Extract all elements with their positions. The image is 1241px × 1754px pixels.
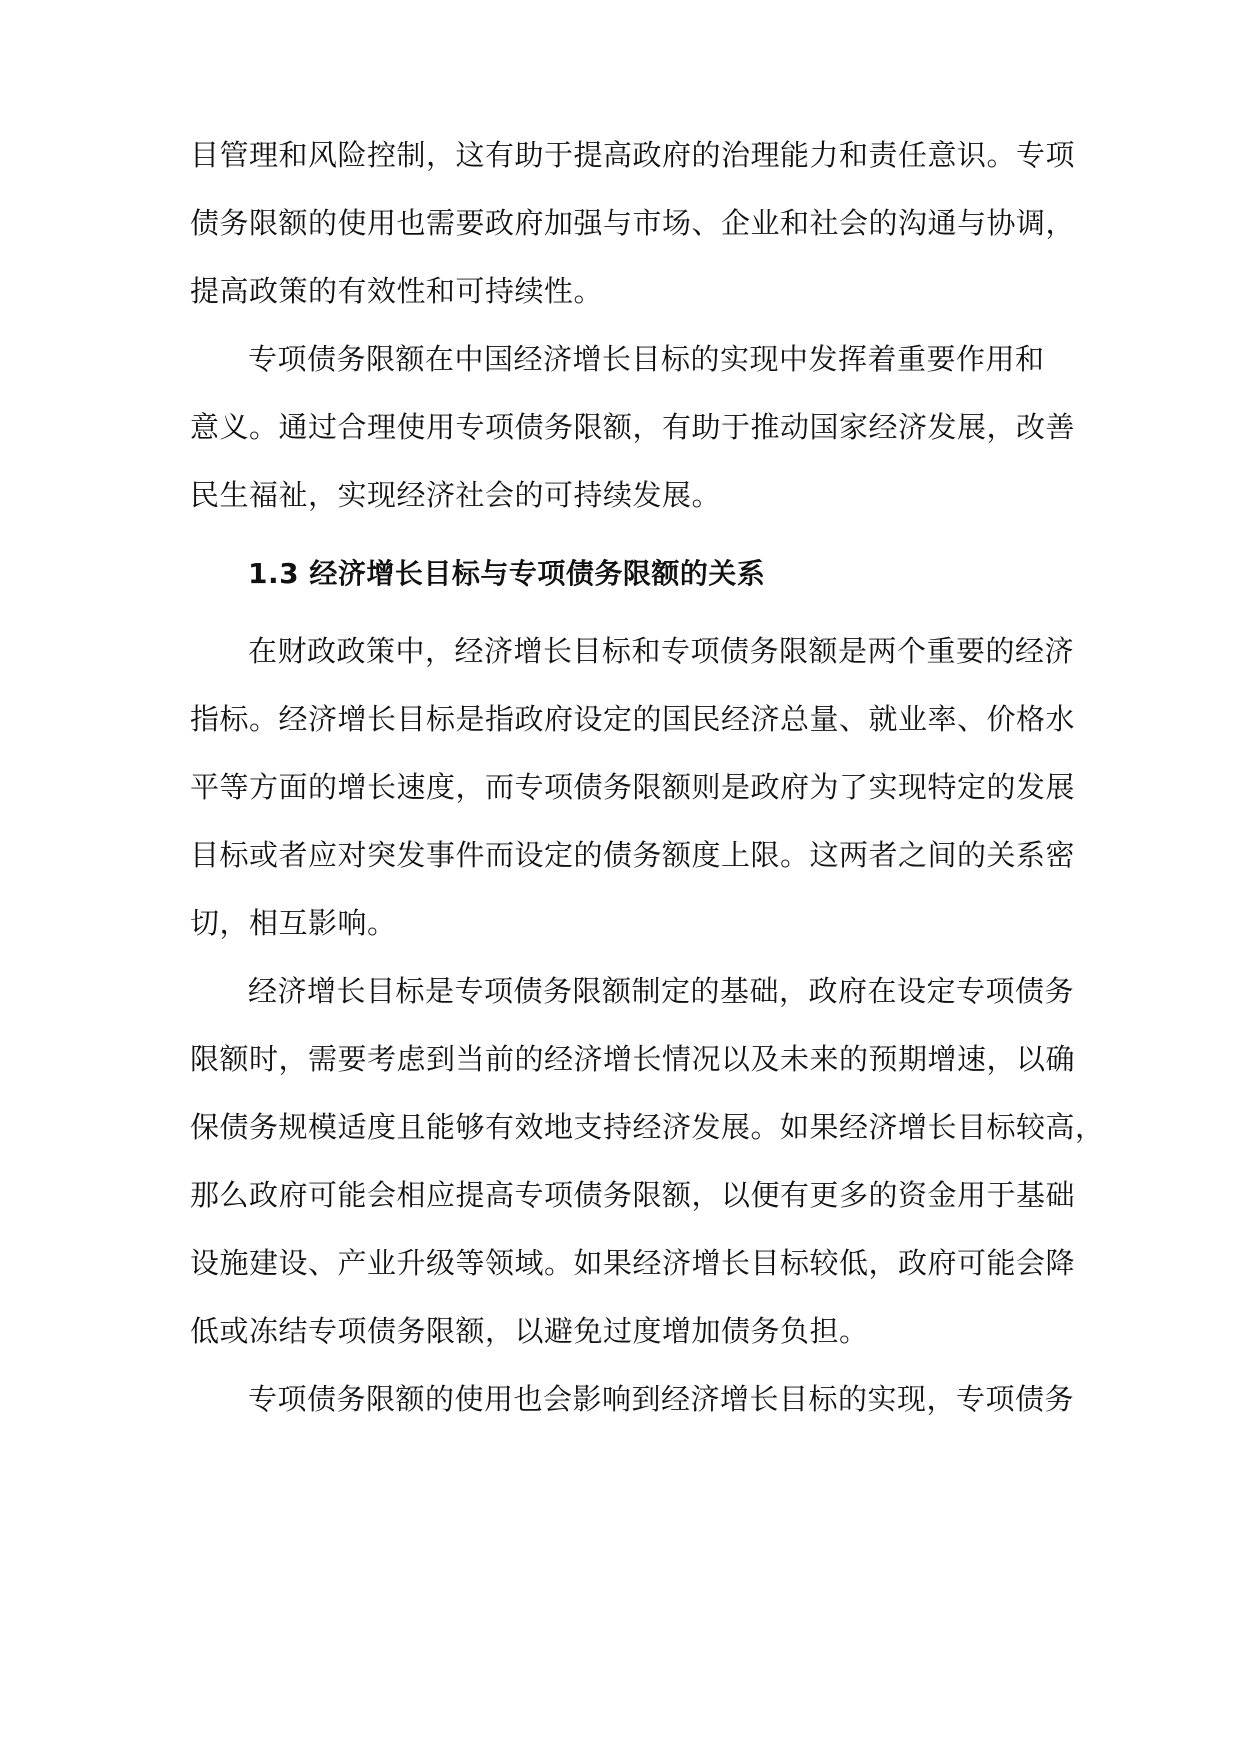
paragraph-2-line-1: 专项债务限额在中国经济增长目标的实现中发挥着重要作用和 — [248, 342, 1045, 376]
paragraph-2-line-2: 意义。通过合理使用专项债务限额，有助于推动国家经济发展，改善 — [190, 410, 1076, 444]
paragraph-3-line-3: 平等方面的增长速度，而专项债务限额则是政府为了实现特定的发展 — [190, 770, 1076, 804]
paragraph-3-line-4: 目标或者应对突发事件而设定的债务额度上限。这两者之间的关系密 — [190, 838, 1076, 872]
paragraph-3-line-1: 在财政政策中，经济增长目标和专项债务限额是两个重要的经济 — [248, 634, 1075, 668]
paragraph-4-line-2: 限额时，需要考虑到当前的经济增长情况以及未来的预期增速，以确 — [190, 1042, 1076, 1076]
paragraph-4-line-3: 保债务规模适度且能够有效地支持经济发展。如果经济增长目标较高， — [190, 1110, 1105, 1144]
paragraph-2-line-3: 民生福祉，实现经济社会的可持续发展。 — [190, 478, 722, 512]
paragraph-3-line-5: 切，相互影响。 — [190, 906, 397, 940]
section-heading: 1.3 经济增长目标与专项债务限额的关系 — [248, 557, 766, 590]
paragraph-1-line-1: 目管理和风险控制，这有助于提高政府的治理能力和责任意识。专项 — [190, 138, 1076, 172]
paragraph-4-line-1: 经济增长目标是专项债务限额制定的基础，政府在设定专项债务 — [248, 974, 1075, 1008]
paragraph-1-line-3: 提高政策的有效性和可持续性。 — [190, 274, 604, 308]
paragraph-4-line-6: 低或冻结专项债务限额，以避免过度增加债务负担。 — [190, 1314, 869, 1348]
paragraph-4-line-5: 设施建设、产业升级等领域。如果经济增长目标较低，政府可能会降 — [190, 1246, 1076, 1280]
paragraph-1-line-2: 债务限额的使用也需要政府加强与市场、企业和社会的沟通与协调， — [190, 206, 1076, 240]
paragraph-3-line-2: 指标。经济增长目标是指政府设定的国民经济总量、就业率、价格水 — [190, 702, 1076, 736]
paragraph-5-line-1: 专项债务限额的使用也会影响到经济增长目标的实现，专项债务 — [248, 1382, 1075, 1416]
paragraph-4-line-4: 那么政府可能会相应提高专项债务限额，以便有更多的资金用于基础 — [190, 1178, 1076, 1212]
